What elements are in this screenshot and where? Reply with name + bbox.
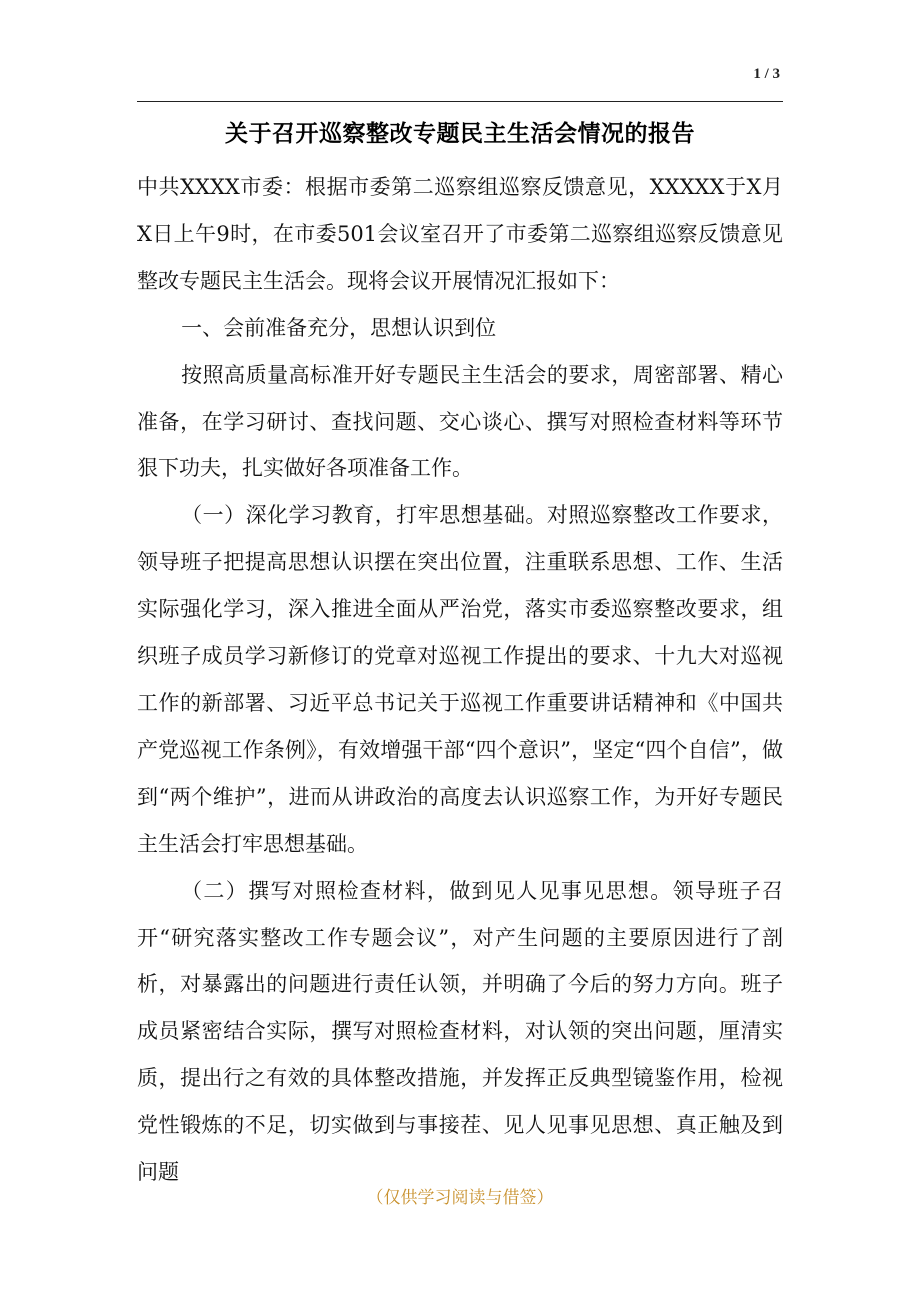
footer-note: （仅供学习阅读与借签） (366, 1188, 554, 1208)
page-number: 1 / 3 (753, 66, 780, 82)
body-paragraph: （一）深化学习教育，打牢思想基础。对照巡察整改工作要求，领导班子把提高思想认识摆在突出位置，注重联系思想、工作、生活实际强化学习，深入推进全面从严治党，落实市委巡察整改要求，组织班子成员学习新修订的党章对巡视工作提出的要求、十九大对巡视工作的新部署、习近平总书记关于巡视工作重要讲话精神和《中国共产党巡视工作条例》，有效增强干部“四个意识”，坚定“四个自信”，做到“两个维护”，进而从讲政治的高度去认识巡察工作，为开好专题民主生活会打牢思想基础。 (137, 503, 783, 856)
body-paragraph: （二）撰写对照检查材料，做到见人见事见思想。领导班子召开“研究落实整改工作专题会议”，对产生问题的主要原因进行了剖析，对暴露出的问题进行责任认领，并明确了今后的努力方向。班子成员紧密结合实际，撰写对照检查材料，对认领的突出问题，厘清实质，提出行之有效的具体整改措施，并发挥正反典型镜鉴作用，检视党性锻炼的不足，切实做到与事接茬、见人见事见思想、真正触及到问题 (137, 878, 783, 1185)
body-paragraph: 按照高质量高标准开好专题民主生活会的要求，周密部署、精心准备，在学习研讨、查找问题、交心谈心、撰写对照检查材料等环节狠下功夫，扎实做好各项准备工作。 (137, 362, 783, 481)
document-body (137, 164, 783, 1196)
salutation-paragraph: 中共XXXX市委：根据市委第二巡察组巡察反馈意见，XXXXX于X月X日上午9时，在市委501会议室召开了市委第二巡察组巡察反馈意见整改专题民主生活会。现将会议开展情况汇报如下： (137, 175, 783, 293)
section-heading-1: 一、会前准备充分，思想认识到位 (181, 315, 497, 340)
document-title: 关于召开巡察整改专题民主生活会情况的报告 (225, 120, 695, 147)
header-divider (137, 101, 783, 102)
